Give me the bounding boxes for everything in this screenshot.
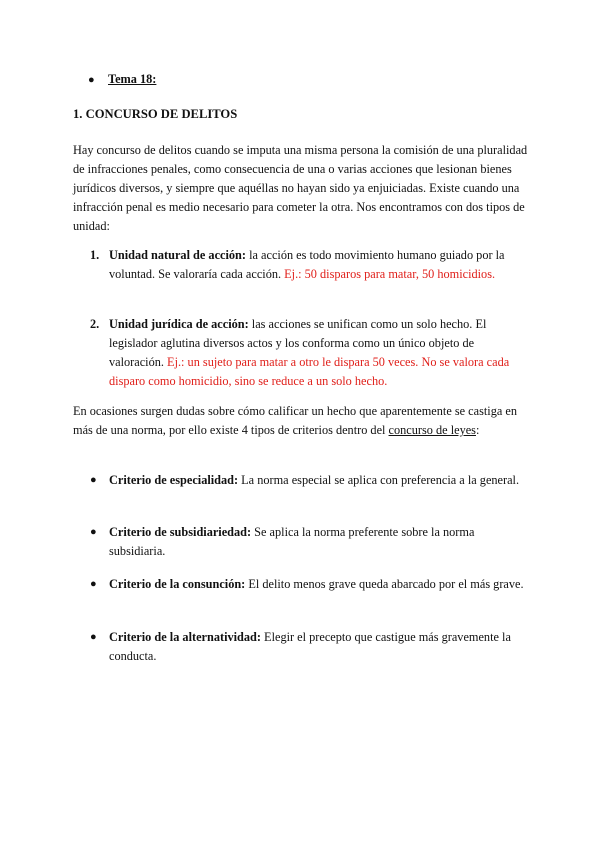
item-term: Criterio de especialidad: [109, 473, 239, 487]
item-text: Elegir el precepto que castigue más gravemente la conducta. [109, 630, 511, 663]
list-item-body [109, 523, 530, 561]
item-term: Criterio de la alternatividad: [109, 630, 261, 644]
item-example: Ej.: 50 disparos para matar, 50 homicidios. [281, 267, 496, 281]
criterios-intro-paragraph [73, 402, 533, 440]
item-text: La norma especial se aplica con preferencia a la general. [238, 473, 520, 487]
criterio-alternatividad [90, 628, 530, 666]
bullet-icon: ● [90, 526, 97, 538]
item-text: El delito menos grave queda abarcado por el más grave. [245, 577, 524, 591]
item-example: Ej.: un sujeto para matar a otro le dispara 50 veces. No se valora cada disparo como homicidio, sino se reduce a un solo hecho. [109, 355, 510, 388]
topic-bullet-line [88, 72, 156, 87]
item-term: Unidad natural de acción: [109, 248, 246, 262]
list-item-body [109, 246, 530, 284]
criterio-subsidiariedad [90, 523, 530, 561]
item-term: Criterio de la consunción: [109, 577, 246, 591]
section-title: 1. CONCURSO DE DELITOS [73, 107, 238, 121]
list-number: 2. [90, 317, 100, 331]
list-item-body [109, 471, 530, 490]
criterios-intro-end: : [475, 423, 480, 437]
criterio-especialidad [90, 471, 530, 490]
bullet-icon: ● [90, 631, 97, 643]
list-item-body [109, 315, 530, 391]
list-item-body [109, 575, 530, 594]
criterio-consuncion [90, 575, 530, 594]
item-term: Unidad jurídica de acción: [109, 317, 249, 331]
bullet-icon: ● [90, 578, 97, 590]
unidad-item-2 [90, 315, 530, 391]
criterios-intro-text: En ocasiones surgen dudas sobre cómo calificar un hecho que aparentemente se castiga en más de una norma, por ello existe 4 tipos de criterios dentro del [73, 404, 517, 437]
topic-label: Tema 18: [108, 72, 157, 86]
unidad-item-1 [90, 246, 530, 284]
bullet-icon: ● [90, 474, 97, 486]
list-item-body [109, 628, 530, 666]
item-text: la acción es todo movimiento humano guiado por la voluntad. Se valoraría cada acción. [109, 248, 505, 281]
concurso-de-leyes-term: concurso de leyes [388, 423, 476, 437]
list-number: 1. [90, 248, 100, 262]
intro-paragraph: Hay concurso de delitos cuando se imputa una misma persona la comisión de una pluralidad de infracciones penales, como consecuencia de una o varias acciones que lesionan bienes jurídicos diversos, y siempre que aquéllas no hayan sido ya enjuiciadas. Existe cuando una infracción penal es medio necesario para cometer la otra. Nos encontramos con dos tipos de unidad: [73, 143, 528, 233]
bullet-icon: ● [88, 74, 95, 86]
item-term: Criterio de subsidiariedad: [109, 525, 252, 539]
item-text: Se aplica la norma preferente sobre la norma subsidiaria. [109, 525, 475, 558]
item-text: las acciones se unifican como un solo hecho. El legislador aglutina diversos actos y los conforma como un único objeto de valoración. [109, 317, 487, 369]
